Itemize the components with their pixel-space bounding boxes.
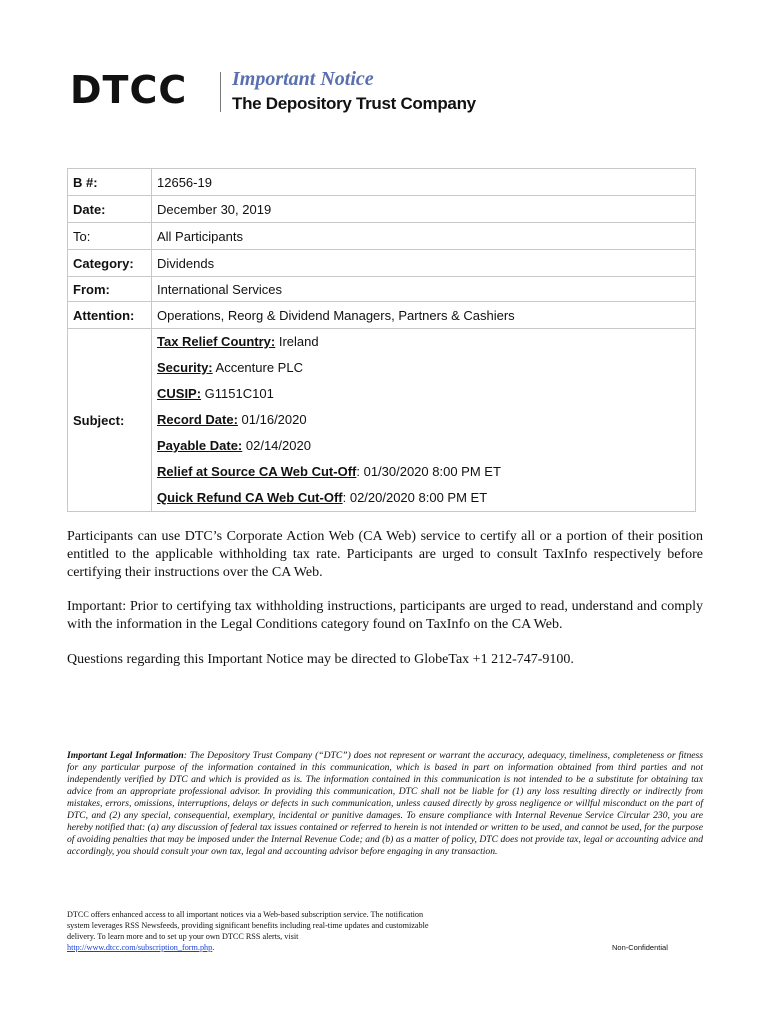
attention-value: Operations, Reorg & Dividend Managers, Partners & Cashiers <box>152 302 696 329</box>
payable-date-label: Payable Date: <box>157 438 243 453</box>
country-label: Tax Relief Country: <box>157 334 276 349</box>
dtcc-logo: DTCC <box>70 68 188 112</box>
payable-date-value: 02/14/2020 <box>242 438 311 453</box>
category-label: Category: <box>68 250 152 277</box>
cusip-label: CUSIP: <box>157 386 202 401</box>
row-bnum <box>68 169 696 196</box>
row-attention <box>68 302 696 329</box>
subject-details <box>152 329 696 512</box>
attention-label: Attention: <box>68 302 152 329</box>
record-date-label: Record Date: <box>157 412 238 427</box>
legal-information <box>67 750 703 858</box>
subject-quick-refund-cutoff <box>157 485 695 511</box>
footer-text: DTCC offers enhanced access to all important notices via a Web-based subscription service. The notification system leverages RSS Newsfeeds, providing significant benefits including real-time updates and customizable delivery. To learn more and to set up your own DTCC RSS alerts, visit <box>67 910 429 941</box>
legal-text: : The Depository Trust Company (“DTC”) does not represent or warrant the accuracy, adequacy, timeliness, completeness or fitness for any particular purpose of the information contained in this communication, which is based in part on information obtained from third parties and not independently verified by DTC and which is provided as is. The information contained in this communication is not intended to be a substitute for obtaining tax advice from an appropriate professional advisor. In providing this communication, DTC shall not be liable for (1) any loss resulting directly or indirectly from mistakes, errors, omissions, interruptions, delays or defects in such communication, unless caused directly by gross negligence or willful misconduct on the part of DTC, and (2) any special, consequential, exemplary, incidental or punitive damages. To ensure compliance with Internal Revenue Service Circular 230, you are hereby notified that: (a) any discussion of federal tax issues contained or referred to herein is not intended or written to be used, and cannot be used, for the purpose of avoiding penalties that may be imposed under the Internal Revenue Code; and (b) as a matter of policy, DTC does not provide tax, legal or accounting advice and accordingly, you should consult your own tax, legal and accounting advisor before engaging in any transaction. <box>67 750 703 857</box>
row-category <box>68 250 696 277</box>
body-paragraph-important: Important: Prior to certifying tax withholding instructions, participants are urged to read, understand and comply with the information in the Legal Conditions category found on TaxInfo on the CA Web. <box>67 599 703 632</box>
subject-cusip <box>157 381 695 407</box>
date-label: Date: <box>68 196 152 223</box>
subject-payable-date <box>157 433 695 459</box>
security-label: Security: <box>157 360 213 375</box>
header-divider <box>220 72 221 112</box>
country-value: Ireland <box>275 334 319 349</box>
subject-security <box>157 355 695 381</box>
notice-info-table <box>67 168 696 512</box>
from-value: International Services <box>152 277 696 302</box>
subscription-link[interactable]: http://www.dtcc.com/subscription_form.php <box>67 943 213 952</box>
bnum-value: 12656-19 <box>152 169 696 196</box>
notice-title: Important Notice <box>232 68 374 90</box>
row-from <box>68 277 696 302</box>
category-value: Dividends <box>152 250 696 277</box>
row-date <box>68 196 696 223</box>
record-date-value: 01/16/2020 <box>237 412 307 427</box>
cusip-value: G1151C101 <box>201 386 274 401</box>
company-name: The Depository Trust Company <box>232 94 476 113</box>
classification-label: Non-Confidential <box>612 943 668 952</box>
row-to <box>68 223 696 250</box>
subject-relief-cutoff <box>157 459 695 485</box>
quick-refund-value: : 02/20/2020 8:00 PM ET <box>342 490 488 505</box>
to-label: To: <box>68 223 152 250</box>
legal-heading: Important Legal Information <box>67 750 184 761</box>
bnum-label: B #: <box>68 169 152 196</box>
quick-refund-label: Quick Refund CA Web Cut-Off <box>157 490 343 505</box>
subscription-footer <box>67 909 447 953</box>
body-paragraph-questions: Questions regarding this Important Notice may be directed to GlobeTax +1 212-747-9100. <box>67 652 574 667</box>
from-label: From: <box>68 277 152 302</box>
security-value: Accenture PLC <box>212 360 303 375</box>
subject-record-date <box>157 407 695 433</box>
relief-cutoff-label: Relief at Source CA Web Cut-Off <box>157 464 357 479</box>
body-paragraph-ca-web: Participants can use DTC’s Corporate Action Web (CA Web) service to certify all or a portion of their position entitled to the applicable withholding tax rate. Participants are urged to consult TaxInfo respectively before certifying their instructions over the CA Web. <box>67 529 703 580</box>
row-subject <box>68 329 696 512</box>
to-value: All Participants <box>152 223 696 250</box>
subject-country <box>157 329 695 355</box>
relief-cutoff-value: : 01/30/2020 8:00 PM ET <box>356 464 501 479</box>
footer-end: . <box>212 943 215 952</box>
date-value: December 30, 2019 <box>152 196 696 223</box>
subject-label: Subject: <box>68 329 152 512</box>
